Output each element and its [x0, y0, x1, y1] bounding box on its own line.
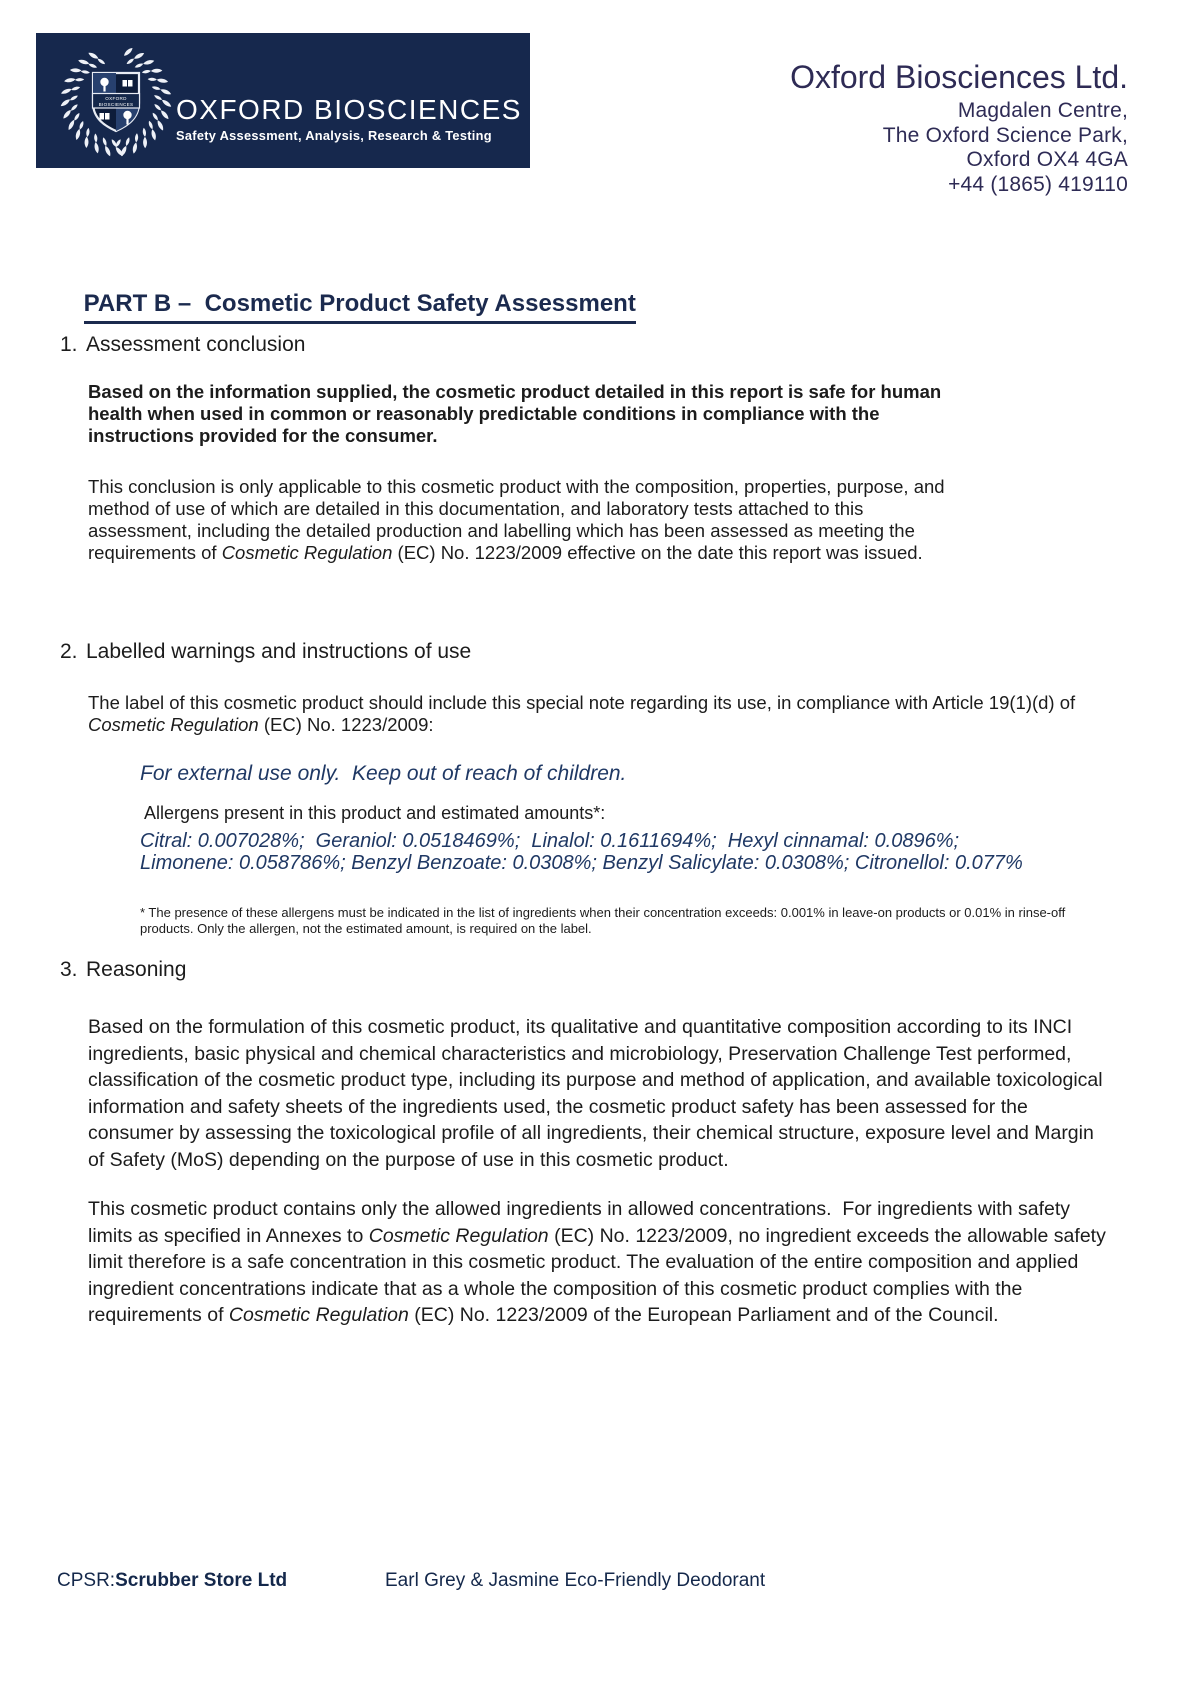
shield-book-icon	[123, 80, 133, 87]
section-label: Assessment conclusion	[86, 333, 306, 356]
company-address-block	[790, 58, 1128, 197]
section-heading-labelled-warnings	[60, 640, 471, 664]
label-note-paragraph	[88, 692, 1113, 736]
address-line: The Oxford Science Park,	[882, 123, 1128, 147]
cpsr-company-name: Scrubber Store Ltd	[115, 1570, 288, 1591]
shield-text-line2: BIOSCIENCES	[98, 101, 134, 107]
oxford-biosciences-logo	[36, 33, 530, 168]
allergens-footnote: * The presence of these allergens must be indicated in the list of ingredients when their concentration exceeds: 0.001% in leave-on products or 0.01% in rinse-off products. Only the allergen, not the estimated amount, is required on the label.	[140, 905, 1066, 936]
reasoning-paragraph-2	[88, 1196, 1112, 1329]
text-run: (EC) No. 1223/2009 effective on the date this report was issued.	[392, 542, 923, 563]
shield-text-line1: OXFORD	[105, 96, 127, 101]
section-number: 3.	[60, 958, 78, 981]
section-heading-reasoning	[60, 958, 186, 982]
text-run: (EC) No. 1223/2009:	[258, 714, 434, 735]
section-label: Reasoning	[86, 958, 187, 981]
address-line: Magdalen Centre,	[957, 99, 1128, 122]
text-run: (EC) No. 1223/2009, no ingredient exceeds the allowable safety limit therefore is a safe concentration in this cosmetic product. The evaluation of the entire composition and applied ingredient concentrations indicate that as a whole the composition of this cosmetic product complies with the requirements of	[88, 1224, 1112, 1326]
usage-warning-text: For external use only. Keep out of reach of children.	[140, 762, 627, 785]
allergens-intro-text: Allergens present in this product and estimated amounts*:	[144, 803, 606, 823]
allergens-list: Citral: 0.007028%; Geraniol: 0.0518469%; Linalol: 0.1611694%; Hexyl cinnamal: 0.0896%; Limonene: 0.058786%; Benzyl Benzoate: 0.0308%; Benzyl Salicylate: 0.0308%; Citronellol: 0.077%	[140, 830, 1023, 874]
logo-org-name: OXFORD BIOSCIENCES	[176, 94, 522, 125]
text-run: The label of this cosmetic product should include this special note regarding its use, in compliance with Article 19(1)(d) of	[88, 692, 1081, 713]
phone-number: +44 (1865) 419110	[948, 172, 1128, 196]
italic-run: Cosmetic Regulation	[228, 1304, 409, 1326]
conclusion-scope-paragraph	[88, 476, 950, 564]
page-footer	[57, 1570, 766, 1592]
section-label: Labelled warnings and instructions of use	[86, 640, 472, 663]
page-title-text: PART B – Cosmetic Product Safety Assessment	[84, 290, 636, 324]
logo-banner-graphic	[36, 33, 530, 168]
italic-run: Cosmetic Regulation	[368, 1224, 549, 1247]
section-number: 2.	[60, 640, 78, 663]
cpsr-label: CPSR:	[57, 1570, 116, 1591]
shield-book-icon	[100, 113, 110, 120]
footer-product-name: Earl Grey & Jasmine Eco-Friendly Deodorant	[385, 1570, 766, 1591]
section-heading-assessment-conclusion	[60, 333, 305, 357]
company-name: Oxford Biosciences Ltd.	[790, 59, 1128, 95]
italic-run: Cosmetic Regulation	[221, 542, 393, 563]
reasoning-paragraph-1: Based on the formulation of this cosmetic product, its qualitative and quantitative composition according to its INCI ingredients, basic physical and chemical characteristics and microbiology, Preservation Challenge Test performed, classification of the cosmetic product type, including its purpose and method of application, and available toxicological information and safety sheets of the ingredients used, the cosmetic product safety has been assessed for the consumer by assessing the toxicological profile of all ingredients, their chemical structure, exposure level and Margin of Safety (MoS) depending on the purpose of use in this cosmetic product.	[88, 1016, 1109, 1171]
text-run: This conclusion is only applicable to this cosmetic product with the composition, properties, purpose, and method of use of which are detailed in this documentation, and laboratory tests attached to this assessment, including the detailed production and labelling which has been assessed as meeting the requirements of	[88, 476, 950, 563]
section-number: 1.	[60, 333, 78, 356]
logo-tagline: Safety Assessment, Analysis, Research & Testing	[176, 128, 492, 143]
text-run: (EC) No. 1223/2009 of the European Parliament and of the Council.	[408, 1304, 999, 1326]
italic-run: Cosmetic Regulation	[88, 714, 259, 735]
address-line: Oxford OX4 4GA	[966, 148, 1128, 171]
text-run: This cosmetic product contains only the allowed ingredients in allowed concentrations. For ingredients with safety limits as specified in Annexes to	[88, 1198, 1076, 1247]
conclusion-statement-paragraph: Based on the information supplied, the cosmetic product detailed in this report is safe for human health when used in common or reasonably predictable conditions in compliance with the instructions provided for the consumer.	[88, 381, 947, 446]
